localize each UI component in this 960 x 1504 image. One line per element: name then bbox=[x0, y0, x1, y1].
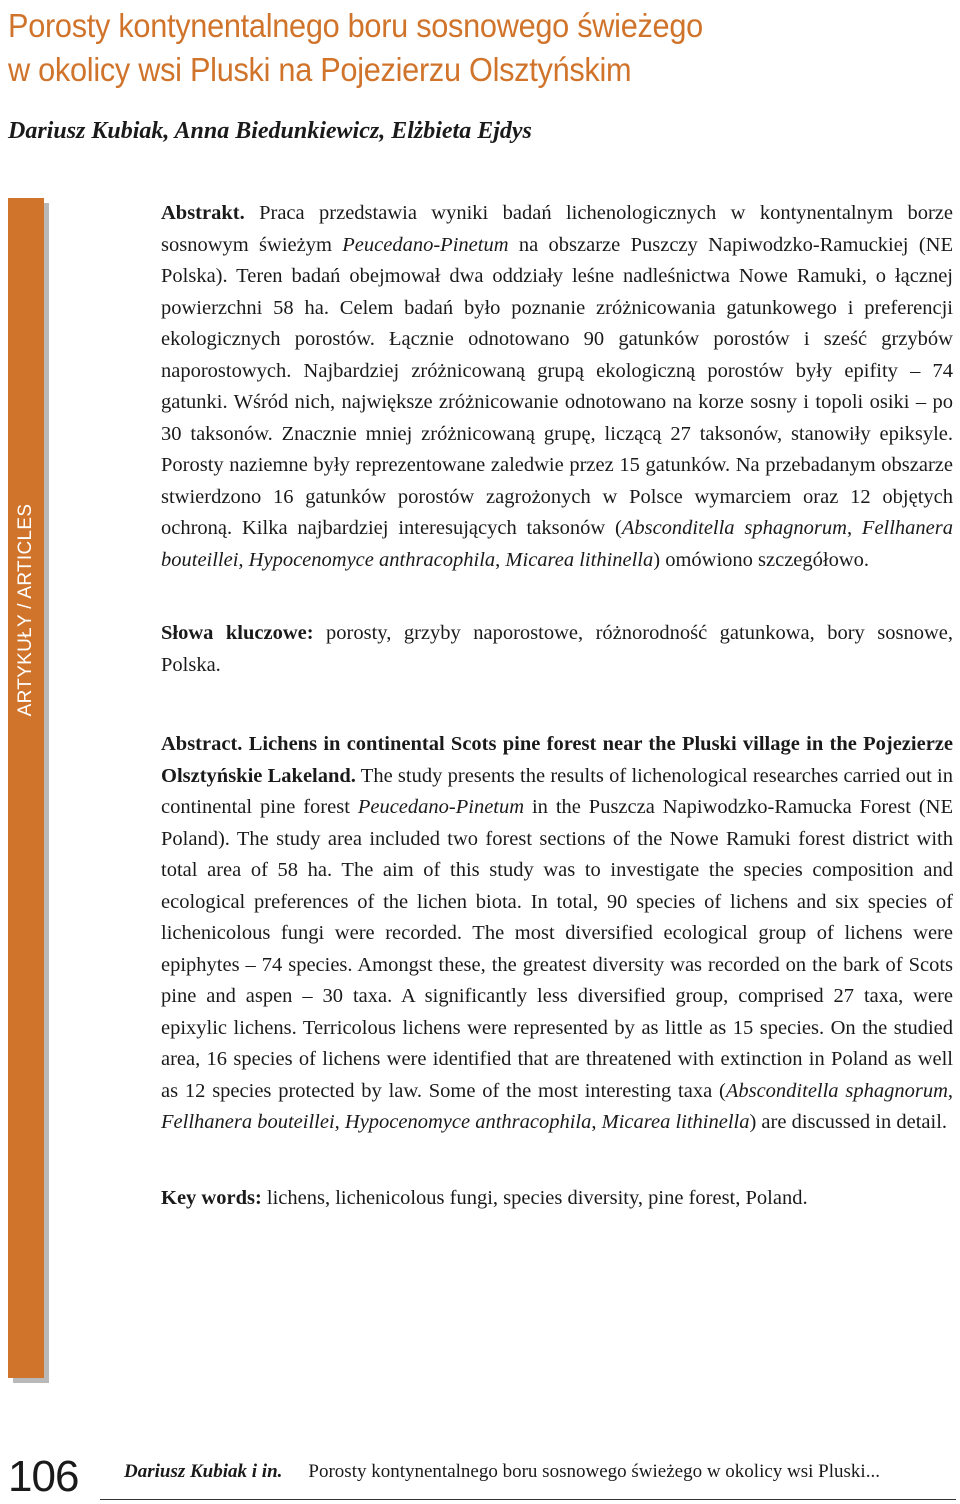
running-footer bbox=[124, 1461, 954, 1483]
taxon-name: Peucedano-Pinetum bbox=[357, 796, 525, 818]
keywords-polish-label: Słowa kluczowe: bbox=[161, 622, 314, 644]
abstract-english-text: ) are discussed in detail. bbox=[749, 1111, 948, 1133]
footer-rule bbox=[100, 1499, 956, 1500]
abstract-polish bbox=[161, 198, 953, 576]
keywords-polish-text: porosty, grzyby naporostowe, różnorodność gatunkowa, bory sosnowe, Polska. bbox=[161, 622, 953, 676]
article-title bbox=[8, 4, 882, 92]
abstract-english bbox=[161, 729, 953, 1139]
main-content bbox=[161, 198, 953, 1214]
abstract-polish-label: Abstrakt. bbox=[161, 202, 245, 224]
keywords-english-label: Key words: bbox=[161, 1186, 262, 1209]
keywords-english bbox=[161, 1183, 953, 1215]
running-footer-authors: Dariusz Kubiak i in. bbox=[124, 1461, 283, 1482]
taxon-name: Fellhanera bouteillei, Hypocenomyce anthracophila bbox=[161, 1111, 592, 1133]
abstract-english-text: , bbox=[591, 1111, 602, 1133]
keywords-english-text: lichens, lichenicolous fungi, species diversity, pine forest, Poland. bbox=[261, 1186, 808, 1209]
abstract-english-title: Lichens in continental Scots pine forest near the Pluski village in the Pojezierze Olsztyńskie Lakeland. bbox=[161, 733, 953, 787]
section-label: ARTYKUŁY / ARTICLES bbox=[15, 503, 36, 717]
taxon-name: Fellhanera bouteillei, Hypocenomyce anthracophila bbox=[161, 517, 954, 571]
taxon-name: Micarea lithinella bbox=[505, 548, 654, 571]
abstract-polish-text: , bbox=[495, 548, 506, 571]
title-line-2: w okolicy wsi Pluski na Pojezierzu Olsztyńskim bbox=[8, 51, 632, 88]
abstract-english-text: , bbox=[947, 1079, 954, 1102]
abstract-english-label: Abstract. bbox=[161, 733, 243, 755]
taxon-name: Peucedano-Pinetum bbox=[342, 233, 509, 256]
abstract-english-text: The study presents the results of lichenological researches carried out in continental pine forest bbox=[161, 764, 953, 818]
running-footer-title: Porosty kontynentalnego boru sosnowego świeżego w okolicy wsi Pluski... bbox=[308, 1461, 880, 1482]
taxon-name: Absconditella sphagnorum bbox=[725, 1079, 948, 1102]
taxon-name: Micarea lithinella bbox=[601, 1111, 750, 1133]
page-number: 106 bbox=[8, 1452, 79, 1501]
authors: Dariusz Kubiak, Anna Biedunkiewicz, Elżbieta Ejdys bbox=[8, 118, 532, 144]
title-line-1: Porosty kontynentalnego boru sosnowego świeżego bbox=[8, 7, 703, 44]
taxon-name: Absconditella sphagnorum bbox=[621, 517, 847, 539]
abstract-polish-text: ) omówiono szczegółowo. bbox=[653, 548, 870, 571]
abstract-polish-text: , bbox=[846, 517, 862, 539]
section-sidebar bbox=[8, 198, 44, 1378]
abstract-polish-text: Praca przedstawia wyniki badań lichenologicznych w kontynentalnym borze sosnowym świeżym bbox=[161, 202, 953, 256]
keywords-polish bbox=[161, 618, 953, 681]
abstract-polish-text: na obszarze Puszczy Napiwodzko-Ramuckiej (NE Polska). Teren badań obejmował dwa oddziały leśne nadleśnictwa Nowe Ramuki, o łącznej powierzchni 58 ha. Celem badań było poznanie zróżnicowania gatunkowego i preferencji ekologicznych porostów. Łącznie odnotowano 90 gatunków porostów i sześć grzybów naporostowych. Najbardziej zróżnicowaną grupą ekologiczną porostów były epifity – 74 gatunki. Wśród nich, największe zróżnicowanie odnotowano na korze sosny i topoli osiki – po 30 taksonów. Znacznie mniej zróżnicowaną grupę, liczącą 27 taksonów, stanowiły epiksyle. Porosty naziemne były reprezentowane zaledwie przez 15 gatunków. Na przebadanym obszarze stwierdzono 16 gatunków porostów zagrożonych w Polsce wymarciem oraz 12 objętych ochroną. Kilka najbardziej interesujących taksonów ( bbox=[161, 233, 954, 539]
abstract-english-text: in the Puszcza Napiwodzko-Ramucka Forest (NE Poland). The study area included two forest sections of the Nowe Ramuki forest district with total area of 58 ha. The aim of this study was to investigate the species composition and ecological preferences of the lichen biota. In total, 90 species of lichens and six species of lichenicolous fungi were recorded. The most diversified ecological group of lichens were epiphytes – 74 species. Amongst these, the greatest diversity was recorded on the bark of Scots pine and aspen – 30 taxa. A significantly less diversified group, comprised 27 taxa, were epixylic lichens. Terricolous lichens were represented by as little as 15 species. On the studied area, 16 species of lichens were identified that are threatened with extinction in Poland as well as 12 species protected by law. Some of the most interesting taxa ( bbox=[161, 796, 953, 1102]
